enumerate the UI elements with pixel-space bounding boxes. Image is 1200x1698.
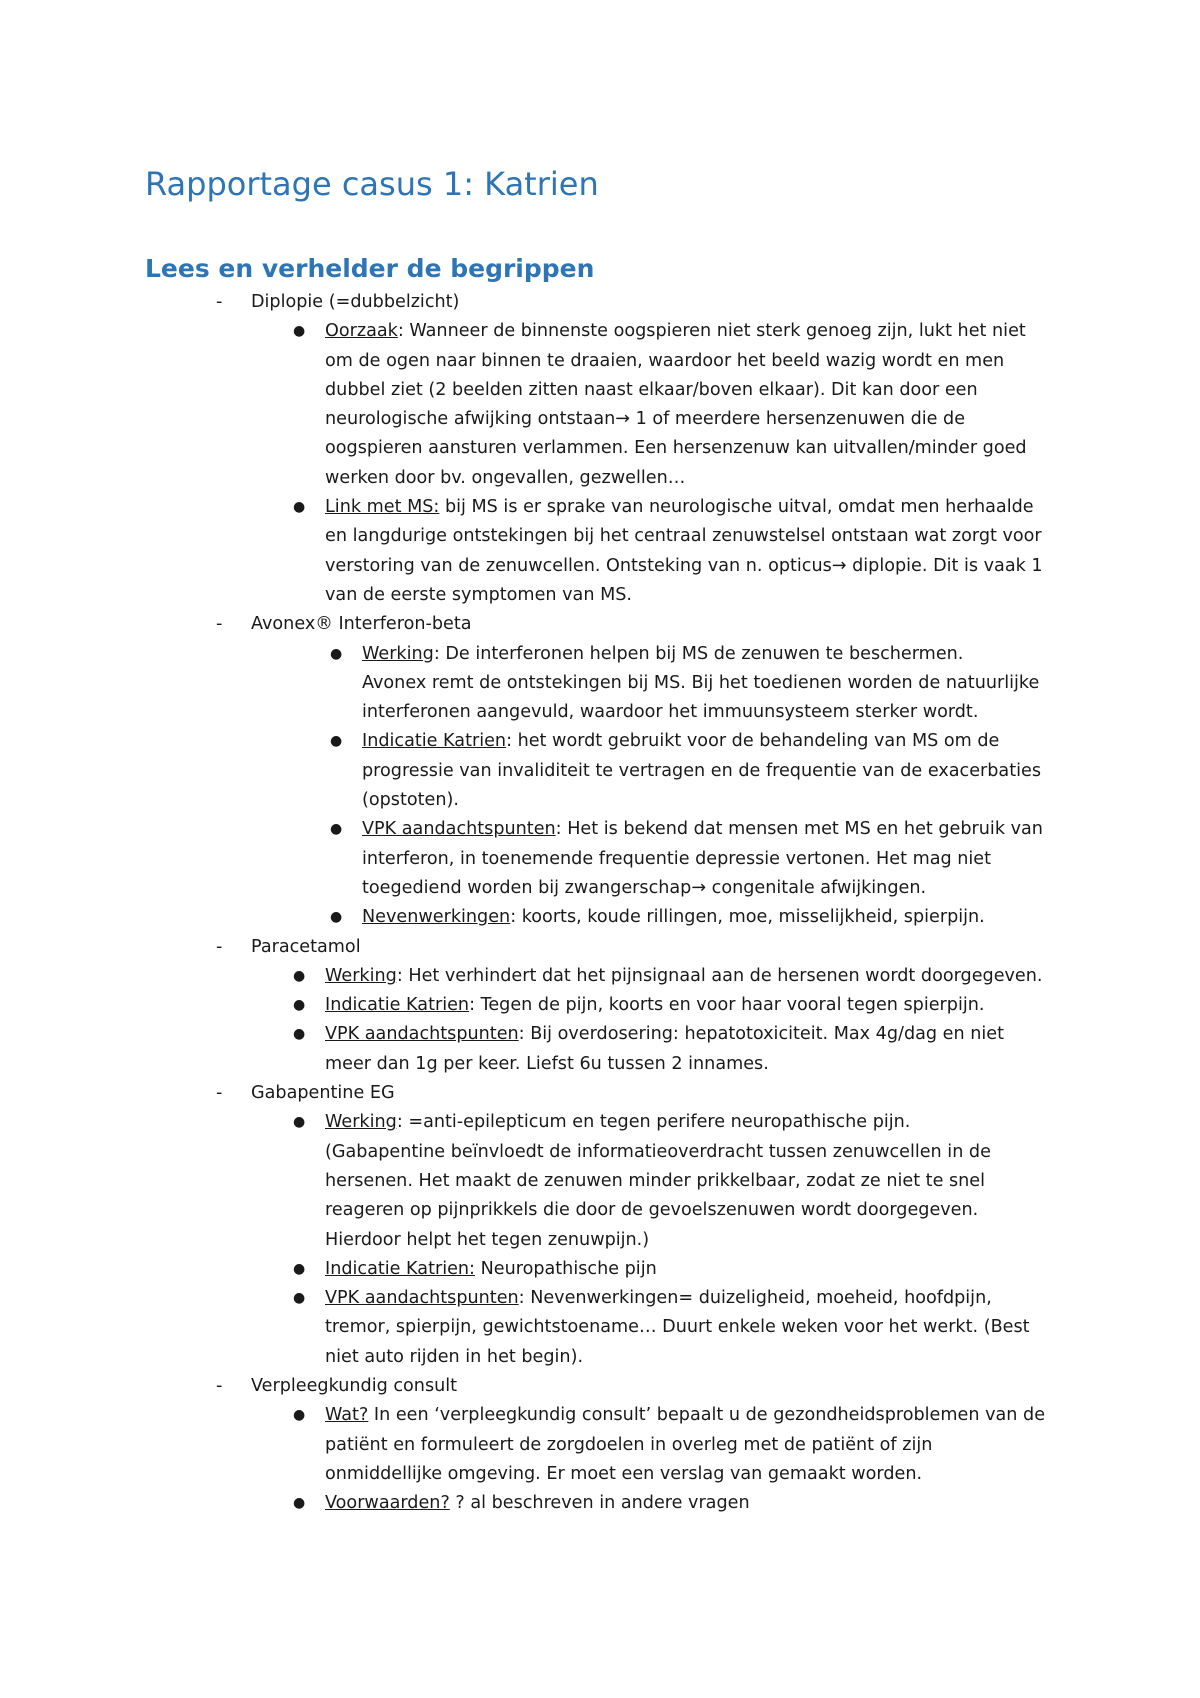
bullet-term: Werking <box>325 965 397 986</box>
outline-item-label: Verpleegkundig consult <box>251 1375 458 1396</box>
bullet-term: Indicatie Katrien: <box>325 1258 475 1279</box>
bullet-icon: ● <box>330 645 343 662</box>
bullet-term: Indicatie Katrien <box>362 731 507 752</box>
bullet-item <box>0 493 1200 610</box>
bullet-line: niet auto rijden in het begin). <box>325 1346 584 1367</box>
bullet-term: VPK aandachtspunten <box>325 1024 519 1045</box>
bullet-icon: ● <box>330 821 343 838</box>
document-body <box>0 288 1200 1518</box>
bullet-item <box>0 727 1200 815</box>
bullet-term: Wat? <box>325 1405 369 1426</box>
page-title: Rapportage casus 1: Katrien <box>145 165 599 203</box>
bullet-line: onmiddellijke omgeving. Er moet een verslag van gemaakt worden. <box>325 1463 923 1484</box>
bullet-item <box>0 317 1200 493</box>
outline-item <box>0 610 1200 639</box>
outline-item <box>0 288 1200 317</box>
bullet-item <box>0 1489 1200 1518</box>
bullet-line: Indicatie Katrien: het wordt gebruikt voor de behandeling van MS om de <box>362 731 1000 752</box>
bullet-icon: ● <box>293 1407 306 1424</box>
bullet-line: interferonen aangevuld, waardoor het immuunsysteem sterker wordt. <box>362 702 979 723</box>
bullet-term: VPK aandachtspunten <box>362 819 556 840</box>
bullet-line: dubbel ziet (2 beelden zitten naast elkaar/boven elkaar). Dit kan door een <box>325 379 978 400</box>
bullet-term: Indicatie Katrien <box>325 995 470 1016</box>
bullet-line: Oorzaak: Wanneer de binnenste oogspieren niet sterk genoeg zijn, lukt het niet <box>325 321 1026 342</box>
bullet-line: en langdurige ontstekingen bij het centraal zenuwstelsel ontstaan wat zorgt voor <box>325 526 1042 547</box>
outline-item <box>0 1079 1200 1108</box>
bullet-item <box>0 962 1200 991</box>
bullet-line: progressie van invaliditeit te vertragen en de frequentie van de exacerbaties <box>362 760 1041 781</box>
bullet-line: Nevenwerkingen: koorts, koude rillingen, moe, misselijkheid, spierpijn. <box>362 907 985 928</box>
bullet-line: Werking: Het verhindert dat het pijnsignaal aan de hersenen wordt doorgegeven. <box>325 965 1043 986</box>
bullet-item <box>0 815 1200 903</box>
bullet-icon: ● <box>330 909 343 926</box>
bullet-term: Werking <box>362 643 434 664</box>
bullet-icon: ● <box>293 997 306 1014</box>
bullet-line: om de ogen naar binnen te draaien, waardoor het beeld wazig wordt en men <box>325 350 1005 371</box>
section-heading: Lees en verhelder de begrippen <box>145 254 595 283</box>
bullet-line: patiënt en formuleert de zorgdoelen in overleg met de patiënt of zijn <box>325 1434 933 1455</box>
bullet-icon: ● <box>330 733 343 750</box>
bullet-term: Voorwaarden? <box>325 1493 450 1514</box>
bullet-line: Voorwaarden? ? al beschreven in andere vragen <box>325 1493 750 1514</box>
bullet-term: Link met MS: <box>325 497 440 518</box>
bullet-term: Oorzaak <box>325 321 398 342</box>
outline-item-label: Diplopie (=dubbelzicht) <box>251 292 460 312</box>
dash-marker: - <box>216 614 223 635</box>
bullet-line: meer dan 1g per keer. Liefst 6u tussen 2 innames. <box>325 1053 769 1074</box>
bullet-icon: ● <box>293 1114 306 1131</box>
bullet-item <box>0 1020 1200 1079</box>
bullet-icon: ● <box>293 1260 306 1277</box>
bullet-line: oogspieren aansturen verlammen. Een hersenzenuw kan uitvallen/minder goed <box>325 438 1027 459</box>
bullet-line: VPK aandachtspunten: Bij overdosering: hepatotoxiciteit. Max 4g/dag en niet <box>325 1024 1004 1045</box>
bullet-line: Avonex remt de ontstekingen bij MS. Bij het toedienen worden de natuurlijke <box>362 672 1040 693</box>
bullet-line: (Gabapentine beïnvloedt de informatieoverdracht tussen zenuwcellen in de <box>325 1141 991 1162</box>
outline-item <box>0 1372 1200 1401</box>
bullet-line: Hierdoor helpt het tegen zenuwpijn.) <box>325 1229 650 1250</box>
bullet-line: van de eerste symptomen van MS. <box>325 584 633 605</box>
bullet-line: hersenen. Het maakt de zenuwen minder prikkelbaar, zodat ze niet te snel <box>325 1170 986 1191</box>
bullet-item <box>0 1401 1200 1489</box>
bullet-icon: ● <box>293 1495 306 1512</box>
bullet-item <box>0 991 1200 1020</box>
dash-marker: - <box>216 936 223 957</box>
dash-marker: - <box>216 1083 223 1104</box>
bullet-line: verstoring van de zenuwcellen. Ontsteking van n. opticus→ diplopie. Dit is vaak 1 <box>325 555 1043 576</box>
outline-item-label: Gabapentine EG <box>251 1083 395 1104</box>
bullet-line: VPK aandachtspunten: Nevenwerkingen= duizeligheid, moeheid, hoofdpijn, <box>325 1288 992 1309</box>
bullet-icon: ● <box>293 967 306 984</box>
bullet-line: interferon, in toenemende frequentie depressie vertonen. Het mag niet <box>362 848 992 869</box>
bullet-icon: ● <box>293 1026 306 1043</box>
dash-marker: - <box>216 292 223 312</box>
dash-marker: - <box>216 1375 223 1396</box>
bullet-item <box>0 1284 1200 1372</box>
bullet-term: Werking <box>325 1112 397 1133</box>
bullet-line: (opstoten). <box>362 790 459 811</box>
bullet-item <box>0 1255 1200 1284</box>
bullet-line: toegediend worden bij zwangerschap→ congenitale afwijkingen. <box>362 877 927 898</box>
bullet-item <box>0 1108 1200 1254</box>
outline-item-label: Avonex® Interferon-beta <box>251 614 472 635</box>
bullet-icon: ● <box>293 499 306 516</box>
outline-item-label: Paracetamol <box>251 936 361 957</box>
bullet-line: Wat? In een ‘verpleegkundig consult’ bepaalt u de gezondheidsproblemen van de <box>325 1405 1046 1426</box>
bullet-line: VPK aandachtspunten: Het is bekend dat mensen met MS en het gebruik van <box>362 819 1043 840</box>
bullet-line: werken door bv. ongevallen, gezwellen… <box>325 467 686 488</box>
bullet-line: Link met MS: bij MS is er sprake van neurologische uitval, omdat men herhaalde <box>325 497 1034 518</box>
bullet-line: Indicatie Katrien: Neuropathische pijn <box>325 1258 657 1279</box>
bullet-item <box>0 903 1200 932</box>
bullet-icon: ● <box>293 1290 306 1307</box>
bullet-term: Nevenwerkingen <box>362 907 511 928</box>
outline-item <box>0 933 1200 962</box>
bullet-line: Werking: De interferonen helpen bij MS de zenuwen te beschermen. <box>362 643 964 664</box>
bullet-line: tremor, spierpijn, gewichtstoename… Duurt enkele weken voor het werkt. (Best <box>325 1317 1030 1338</box>
bullet-item <box>0 640 1200 728</box>
bullet-line: Werking: =anti-epilepticum en tegen perifere neuropathische pijn. <box>325 1112 911 1133</box>
bullet-line: Indicatie Katrien: Tegen de pijn, koorts en voor haar vooral tegen spierpijn. <box>325 995 985 1016</box>
bullet-line: reageren op pijnprikkels die door de gevoelszenuwen wordt doorgegeven. <box>325 1200 979 1221</box>
bullet-line: neurologische afwijking ontstaan→ 1 of meerdere hersenzenuwen die de <box>325 409 966 430</box>
bullet-term: VPK aandachtspunten <box>325 1288 519 1309</box>
bullet-icon: ● <box>293 323 306 340</box>
